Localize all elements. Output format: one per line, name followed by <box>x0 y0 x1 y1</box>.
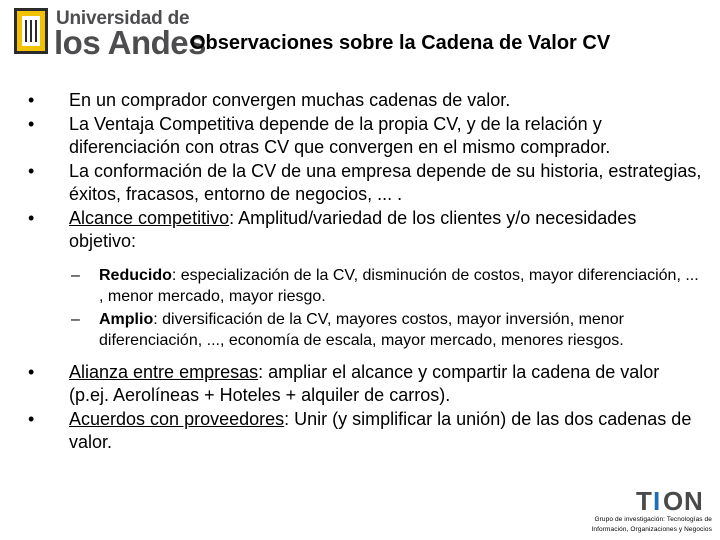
bullet-item <box>28 361 704 407</box>
logo-text-line2: los Andes <box>54 24 206 61</box>
caption-line2: Información, Organizaciones y Negocios <box>591 526 712 533</box>
bullet-item <box>28 207 704 253</box>
bullet-marker: • <box>28 362 35 382</box>
sub-bullet-marker: – <box>71 267 80 284</box>
bullet-marker: • <box>28 161 35 181</box>
university-shield-icon <box>14 8 48 54</box>
bullet-marker: • <box>28 90 35 110</box>
tion-logo <box>636 486 712 514</box>
bullet-text: La Ventaja Competitiva depende de la propia CV, y de la relación y diferenciación con otras CV que convergen en el mismo comprador. <box>69 114 611 157</box>
caption-line1: Grupo de investigación: Tecnologías de <box>594 516 712 523</box>
slide-title: Observaciones sobre la Cadena de Valor CV <box>190 32 611 54</box>
sub-bullet-item <box>28 265 704 307</box>
tion-letter-i: I <box>653 486 661 514</box>
logo-text-line1: Universidad de <box>56 8 190 29</box>
bullet-term: Alianza entre empresas <box>69 362 259 382</box>
bullet-text: : ampliar el alcance y compartir la cadena de valor (p.ej. Aerolíneas + Hoteles + alquiler de carros). <box>69 362 660 405</box>
bullet-term: Alcance competitivo <box>69 208 230 228</box>
bullet-item <box>28 408 704 454</box>
bullet-marker: • <box>28 409 35 429</box>
sub-bullet-marker: – <box>71 311 80 328</box>
bullet-text: : Unir (y simplificar la unión) de las dos cadenas de valor. <box>69 409 692 452</box>
bullet-text: En un comprador convergen muchas cadenas de valor. <box>69 90 511 110</box>
tion-letter-o: O <box>663 486 684 514</box>
bullet-item <box>28 89 704 112</box>
bullet-item <box>28 113 704 159</box>
bullet-text: : Amplitud/variedad de los clientes y/o necesidades objetivo: <box>69 208 637 251</box>
sub-bullet-list <box>28 265 704 351</box>
bullet-text: La conformación de la CV de una empresa depende de su historia, estrategias, éxitos, fracasos, entorno de negocios, ... . <box>69 161 702 204</box>
sub-bullet-term: Amplio <box>99 311 154 328</box>
bullet-item <box>28 160 704 206</box>
research-group-caption <box>568 515 712 535</box>
sub-bullet-term: Reducido <box>99 267 172 284</box>
bullet-marker: • <box>28 208 35 228</box>
tion-letter-t: T <box>636 486 652 514</box>
university-logo <box>14 6 206 61</box>
sub-bullet-text: : especialización de la CV, disminución de costos, mayor diferenciación, ... , menor mercado, mayor riesgo. <box>99 267 699 305</box>
bullet-term: Acuerdos con proveedores <box>69 409 285 429</box>
bullet-list <box>28 89 704 455</box>
sub-bullet-text: : diversificación de la CV, mayores costos, mayor inversión, menor diferenciación, ..., economía de escala, mayor mercado, menores riesgos. <box>99 311 624 349</box>
tion-letter-n: N <box>684 486 703 514</box>
bullet-marker: • <box>28 114 35 134</box>
sub-bullet-item <box>28 309 704 351</box>
